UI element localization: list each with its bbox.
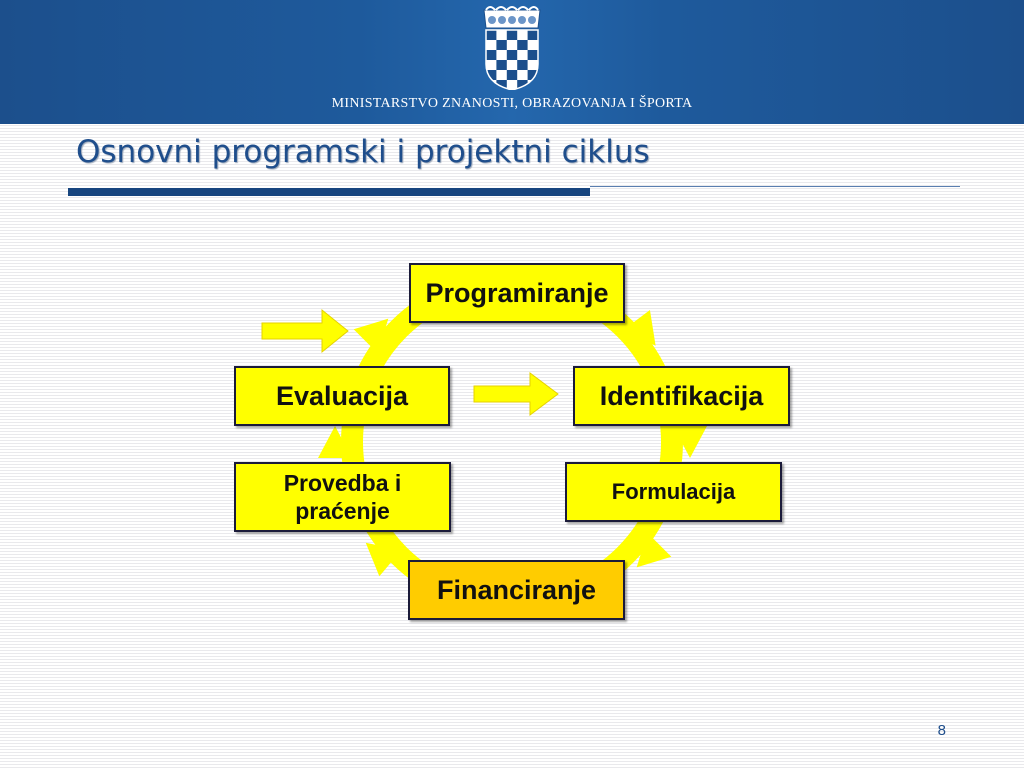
slide-title: Osnovni programski i projektni ciklus xyxy=(76,134,650,170)
step-provedba-i-pracenje: Provedba i praćenje xyxy=(234,462,451,532)
step-financiranje: Financiranje xyxy=(408,560,625,620)
step-evaluacija: Evaluacija xyxy=(234,366,450,426)
step-identifikacija: Identifikacija xyxy=(573,366,790,426)
step-programiranje: Programiranje xyxy=(409,263,625,323)
entry-arrow xyxy=(262,310,348,352)
page-number: 8 xyxy=(937,722,946,739)
ministry-name: MINISTARSTVO ZNANOSTI, OBRAZOVANJA I ŠPORTA xyxy=(331,96,693,111)
step-formulacija: Formulacija xyxy=(565,462,782,522)
feedback-arrow xyxy=(474,373,558,415)
